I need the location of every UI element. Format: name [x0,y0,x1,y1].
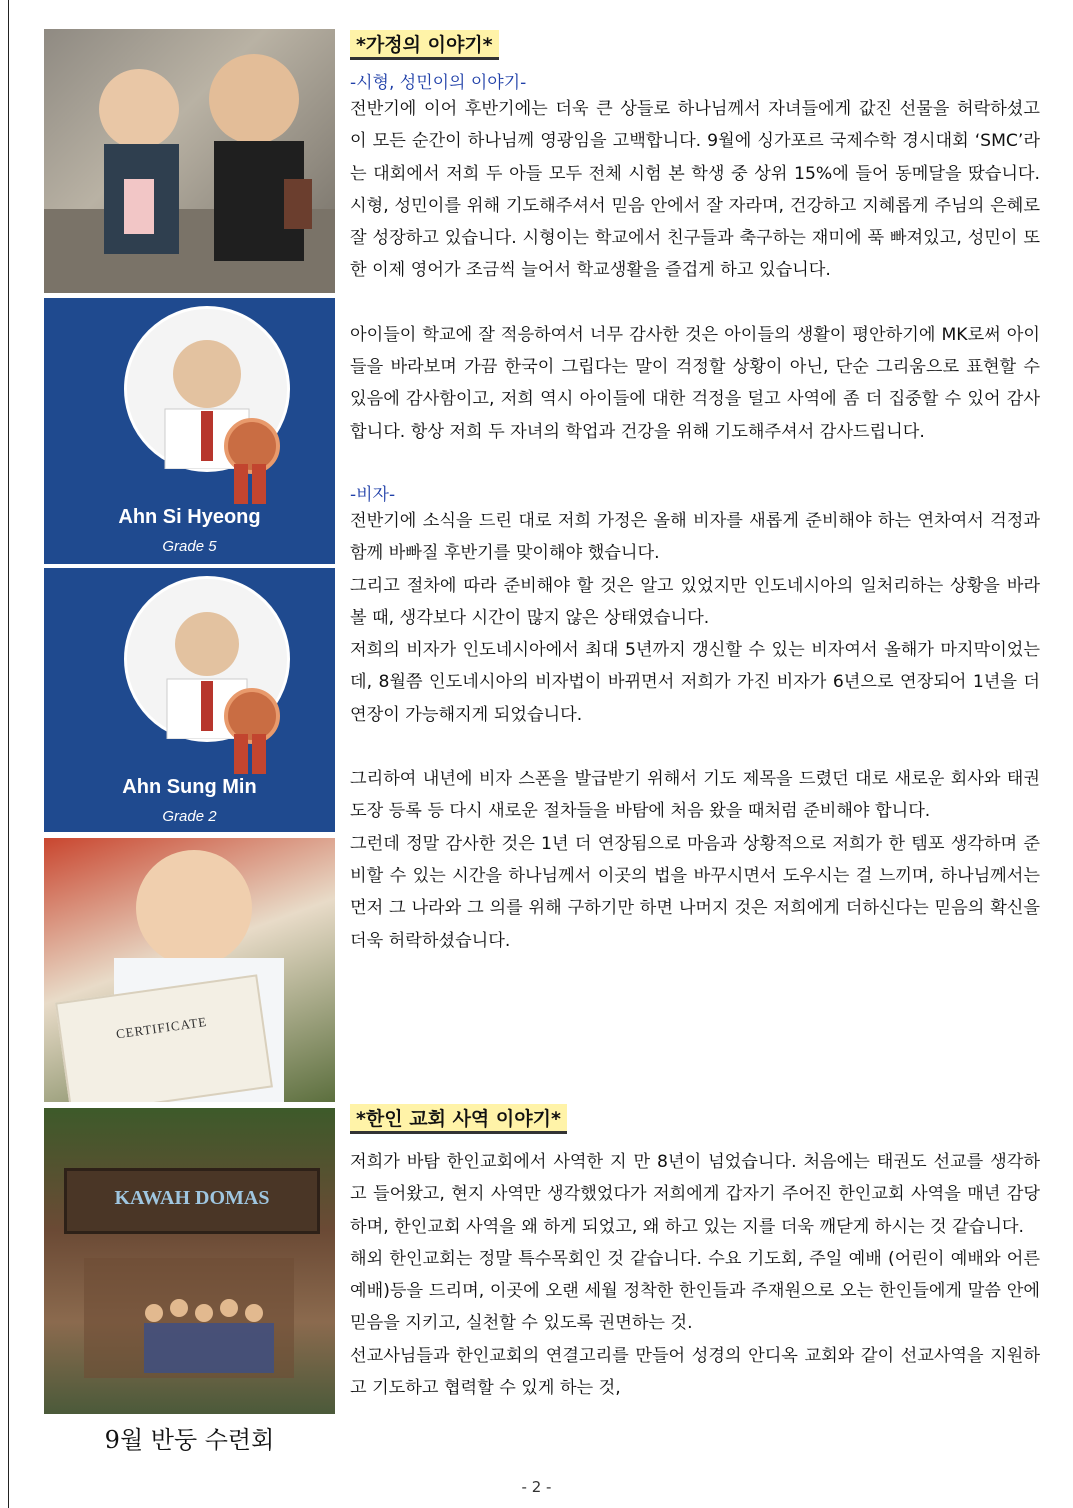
ribbon-icon [252,734,266,774]
visa-paragraph-2: 그리고 절차에 따라 준비해야 할 것은 알고 있었지만 인도네시아의 일처리하는 상황을 바라볼 때, 생각보다 시간이 많지 않은 상태였습니다. [350,575,1040,628]
award-badge-sung-min [44,568,335,832]
spacer [350,448,1040,480]
family-story-section [350,30,1040,957]
ribbon-icon [234,734,248,774]
badge-name: Ahn Sung Min [122,776,257,798]
visa-paragraph-5: 그런데 정말 감사한 것은 1년 더 연장됨으로 마음과 상황적으로 저희가 한 템포 생각하며 준비할 수 있는 시간을 하나님께서 이곳의 법을 바꾸시면서 도우시는 걸 느끼며, 하나님께서는 먼저 그 나라와 그 의를 위해 구하기만 하면 나머지 것은 저희에게 더하신다는 믿음의 확신을 더욱 허락하셨습니다. [350,833,1040,951]
subheading-visa: -비자- [350,484,396,505]
visa-paragraph-3: 저희의 비자가 인도네시아에서 최대 5년까지 갱신할 수 있는 비자여서 올해가 마지막이었는데, 8월쯤 인도네시아의 비자법이 바뀌면서 저희가 가진 비자가 6년으로 연장되어 1년을 더 연장이 가능해지게 되었습니다. [350,640,1040,725]
left-margin-rule [8,0,9,1508]
section-heading: *가정의 이야기* [350,30,499,60]
brothers-photo-illustration [44,29,335,293]
spacer [350,287,1040,319]
photo-brothers-drinks [44,29,335,293]
page-number: - 2 - [521,1478,552,1496]
visa-paragraph-4: 그리하여 내년에 비자 스폰을 발급받기 위해서 기도 제목을 드렸던 대로 새로운 회사와 태권도장 등록 등 다시 새로운 절차들을 바탐에 처음 왔을 때처럼 준비해야 합니다. [350,769,1040,822]
church-ministry-section [350,1104,1040,1404]
kids-paragraph-1: 전반기에 이어 후반기에는 더욱 큰 상들로 하나님께서 자녀들에게 값진 선물을 허락하셨고 이 모든 순간이 하나님께 영광임을 고백합니다. 9월에 싱가포르 국제수학 경시대회 ‘SMC’라는 대회에서 저희 두 아들 모두 전체 시험 본 학생 중 상위 15%에 들어 동메달을 땄습니다. 시형, 성민이를 위해 기도해주셔서 믿음 안에서 잘 자라며, 건강하고 지혜롭게 주님의 은혜로 잘 성장하고 있습니다. 시형이는 학교에서 친구들과 축구하는 재미에 푹 빠져있고, 성민이 또한 이제 영어가 조금씩 늘어서 학교생활을 즐겁게 하고 있습니다. [350,99,1040,281]
church-paragraph-1: 저희가 바탐 한인교회에서 사역한 지 만 8년이 넘었습니다. 처음에는 태권도 선교를 생각하고 들어왔고, 현지 사역만 생각했었다가 저희에게 갑자기 주어진 한인교회 사역을 매년 감당하며, 한인교회 사역을 왜 하게 되었고, 왜 하고 있는 지를 더욱 깨닫게 하시는 것 같습니다. [350,1152,1040,1237]
church-paragraph-2: 해외 한인교회는 정말 특수목회인 것 같습니다. 수요 기도회, 주일 예배 (어린이 예배와 어른예배)등을 드리며, 이곳에 오랜 세월 정착한 한인들과 주재원으로 오는 한인들에게 말씀 안에 믿음을 지키고, 실천할 수 있도록 권면하는 것. [350,1248,1040,1334]
church-paragraph-3: 선교사님들과 한인교회의 연결고리를 만들어 성경의 안디옥 교회와 같이 선교사역을 지원하고 기도하고 협력할 수 있게 하는 것, [350,1345,1040,1399]
photo-caption: 9월 반둥 수련회 [104,1426,275,1454]
award-badge-si-hyeong [44,298,335,564]
kids-paragraph-2: 아이들이 학교에 잘 적응하여서 너무 감사한 것은 아이들의 생활이 평안하기에 MK로써 아이들을 바라보며 가끔 한국이 그립다는 말이 걱정할 상황이 아닌, 단순 그리움으로 표현할 수 있음에 감사함이고, 저희 역시 아이들에 대한 걱정을 덜고 사역에 좀 더 집중할 수 있어 감사합니다. 항상 저희 두 자녀의 학업과 건강을 위해 기도해주셔서 감사드립니다. [350,324,1040,442]
badge-name: Ahn Si Hyeong [118,506,261,528]
ribbon-icon [234,464,248,504]
sign-text: KAWAH DOMAS [114,1187,270,1209]
photo-group-retreat [44,1108,335,1414]
visa-paragraph-1: 전반기에 소식을 드린 대로 저희 가정은 올해 비자를 새롭게 준비해야 하는 연차여서 걱정과 함께 바빠질 후반기를 맞이해야 했습니다. [350,510,1040,564]
ribbon-icon [252,464,266,504]
subheading-kids: -시형, 성민이의 이야기- [350,73,527,93]
section-heading: *한인 교회 사역 이야기* [350,1104,567,1134]
certificate-title: CERTIFICATE [115,1013,209,1042]
badge-grade: Grade 2 [162,808,217,825]
badge-grade: Grade 5 [162,538,217,555]
spacer [350,731,1040,763]
photo-certificate-boy [44,838,335,1102]
group-photo-illustration [44,1108,335,1414]
